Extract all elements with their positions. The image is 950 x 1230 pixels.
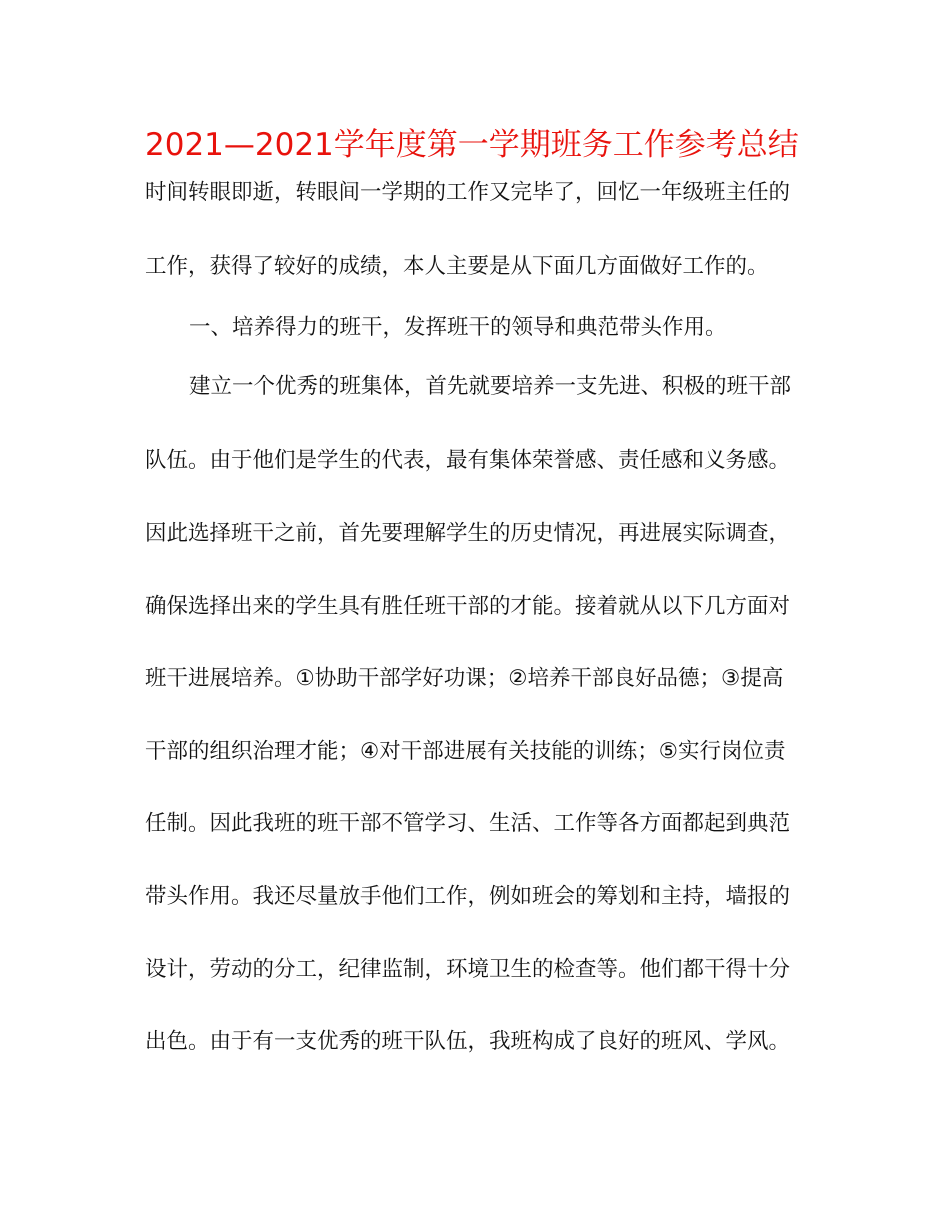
paragraph-line: 确保选择出来的学生具有胜任班干部的才能。接着就从以下几方面对 (145, 594, 791, 619)
paragraph-line: 建立一个优秀的班集体，首先就要培养一支先进、积极的班干部 (189, 374, 792, 399)
paragraph-line: 队伍。由于他们是学生的代表，最有集体荣誉感、责任感和义务感。 (145, 448, 791, 473)
paragraph-line: 班干进展培养。①协助干部学好功课；②培养干部良好品德；③提高 (145, 666, 784, 691)
paragraph-line: 因此选择班干之前，首先要理解学生的历史情况，再进展实际调查， (145, 521, 791, 546)
section-heading: 一、培养得力的班干，发挥班干的领导和典范带头作用。 (189, 315, 727, 340)
document-title: 2021—2021学年度第一学期班务工作参考总结 (145, 127, 799, 163)
paragraph-line: 工作，获得了较好的成绩，本人主要是从下面几方面做好工作的。 (145, 254, 769, 279)
paragraph-line: 干部的组织治理才能；④对干部进展有关技能的训练；⑤实行岗位责 (145, 739, 786, 764)
paragraph-line: 时间转眼即逝，转眼间一学期的工作又完毕了，回忆一年级班主任的 (145, 180, 791, 205)
paragraph-line: 设计，劳动的分工，纪律监制，环境卫生的检查等。他们都干得十分 (145, 957, 791, 982)
paragraph-line: 带头作用。我还尽量放手他们工作，例如班会的筹划和主持，墙报的 (145, 884, 791, 909)
paragraph-line: 出色。由于有一支优秀的班干队伍，我班构成了良好的班风、学风。 (145, 1029, 791, 1054)
paragraph-line: 任制。因此我班的班干部不管学习、生活、工作等各方面都起到典范 (145, 811, 791, 836)
